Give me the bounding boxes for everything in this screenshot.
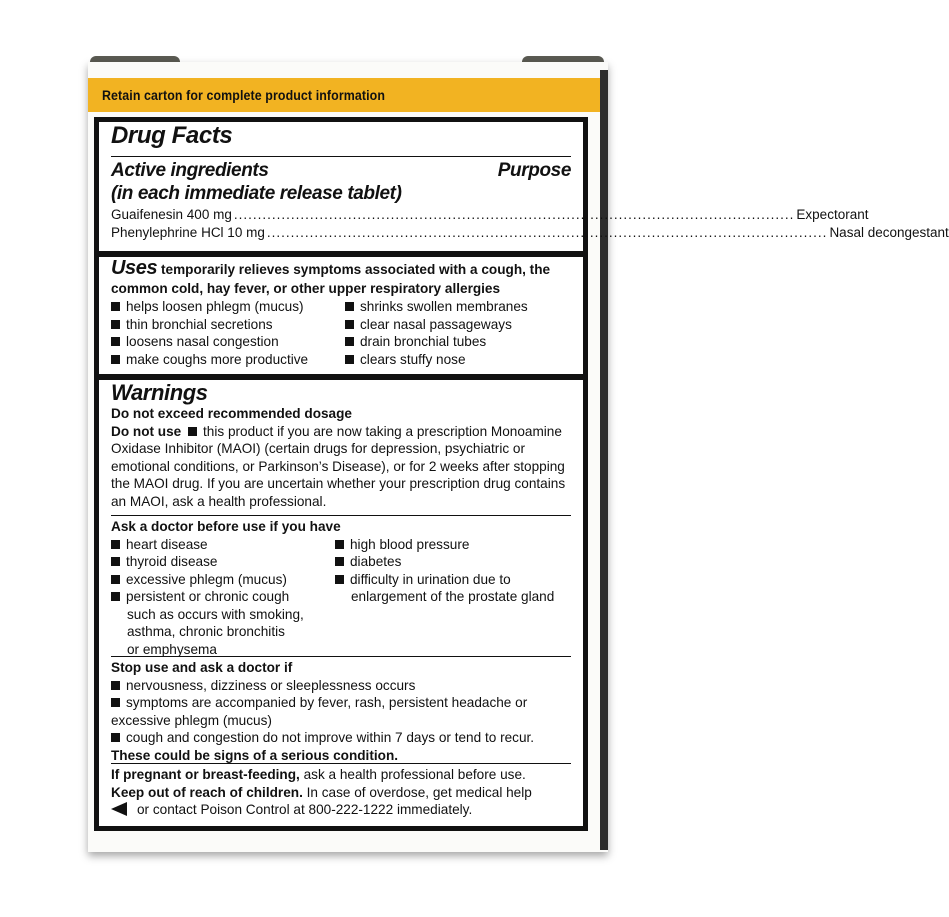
ingredient-name: Phenylephrine HCl 10 mg [111,225,265,240]
poison-control-text: or contact Poison Control at 800-222-1222 immediately. [137,802,473,817]
bullet-square-icon [111,320,120,329]
stop-use-section [99,659,583,764]
bullet-square-icon [111,302,120,311]
bullet-square-icon [111,337,120,346]
list-item: clear nasal passageways [345,316,528,334]
uses-right-column [345,298,528,368]
list-item-continuation: or emphysema [127,641,217,657]
keep-out-label: Keep out of reach of children. [111,784,303,800]
do-not-use-block [111,423,571,511]
list-item: symptoms are accompanied by fever, rash, persistent headache or excessive phlegm (mucus) [111,695,528,728]
list-item: drain bronchial tubes [345,333,528,351]
uses-intro-block [111,259,571,298]
list-item: high blood pressure [335,536,554,554]
active-ingredients-section [99,160,949,242]
ask-doctor-right-column [335,536,554,659]
ingredient-purpose: Expectorant [796,207,869,222]
pregnancy-children-section [99,766,583,819]
poison-control-line [111,801,571,819]
bullet-square-icon [111,557,120,566]
ask-doctor-section [99,518,583,658]
pregnant-text: ask a health professional before use. [303,767,526,782]
bullet-square-icon [335,540,344,549]
bullet-square-icon [345,355,354,364]
bullet-square-icon [111,575,120,584]
list-item: difficulty in urination due to [335,571,554,589]
do-not-use-text: this product if you are now taking a prescription Monoamine Oxidase Inhibitor (MAOI) (certain drugs for depression, psychiatric or emotional conditions, or Parkinson’s Disease), or for 2 weeks after stopping the MAOI drug. If you are uncertain whether your prescription drug contains an MAOI, ask a health professional. [111,423,566,509]
bullet-square-icon [345,320,354,329]
bullet-square-icon [111,592,120,601]
bullet-square-icon [111,733,120,742]
divider [111,656,571,657]
uses-left-column [111,298,345,368]
ask-doctor-heading: Ask a doctor before use if you have [111,519,341,534]
list-item: excessive phlegm (mucus) [111,571,335,589]
warnings-heading: Warnings [111,380,208,405]
ask-doctor-left-column [111,536,335,659]
list-item: make coughs more productive [111,351,345,369]
list-item-continuation: enlargement of the prostate gland [351,589,555,604]
purpose-heading: Purpose [497,160,571,181]
uses-heading: Uses [111,257,158,279]
divider [111,515,571,516]
list-item: shrinks swollen membranes [345,298,528,316]
leader-dots: ...................................................................................................................... [266,225,828,240]
bullet-square-icon [111,681,120,690]
divider [111,763,571,764]
uses-section [99,259,583,368]
list-item: diabetes [335,553,554,571]
bullet-square-icon [345,302,354,311]
divider [111,156,571,157]
ask-doctor-list [111,536,571,659]
list-item: thyroid disease [111,553,335,571]
uses-intro: temporarily relieves symptoms associated with a cough, the common cold, hay fever, or other upper respiratory allergies [111,262,551,296]
bullet-square-icon [111,355,120,364]
bullet-square-icon [345,337,354,346]
retain-carton-banner [88,78,600,112]
ingredient-row [111,224,949,242]
arrow-left-icon [111,802,127,816]
list-item: thin bronchial secretions [111,316,345,334]
list-item-continuation: asthma, chronic bronchitis [127,624,285,639]
children-warning [111,784,571,802]
drug-facts-panel [94,117,949,831]
ingredient-name: Guaifenesin 400 mg [111,207,232,222]
list-item: helps loosen phlegm (mucus) [111,298,345,316]
section-bar [99,251,583,257]
dosage-warning: Do not exceed recommended dosage [111,406,352,421]
pregnancy-warning [111,766,571,784]
keep-out-text: In case of overdose, get medical help [306,784,532,800]
bullet-square-icon [188,427,197,436]
drug-facts-header [99,122,583,150]
leader-dots: ...................................................................................................................... [233,207,795,222]
list-item: cough and congestion do not improve within 7 days or tend to recur. [111,729,571,747]
active-ingredients-heading: Active ingredients [111,160,269,181]
stop-use-heading: Stop use and ask a doctor if [111,660,293,675]
list-item: heart disease [111,536,335,554]
ingredient-purpose: Nasal decongestant [829,225,949,240]
bullet-square-icon [335,557,344,566]
list-item: loosens nasal congestion [111,333,345,351]
ingredient-row [111,206,869,224]
active-ingredients-subheading: (in each immediate release tablet) [111,183,402,204]
carton-side-edge [600,70,608,850]
drug-facts-title: Drug Facts [111,122,233,149]
serious-condition-note: These could be signs of a serious condition. [111,747,399,763]
warnings-section [99,381,583,510]
bullet-square-icon [111,540,120,549]
uses-list [111,298,571,368]
banner-text: Retain carton for complete product information [102,88,386,103]
list-item: persistent or chronic cough [111,588,335,606]
list-item-continuation: such as occurs with smoking, [127,606,304,622]
do-not-use-label: Do not use [111,423,182,439]
list-item: nervousness, dizziness or sleeplessness occurs [111,677,571,695]
bullet-square-icon [111,698,120,707]
pregnant-label: If pregnant or breast-feeding, [111,767,300,782]
list-item: clears stuffy nose [345,351,528,369]
bullet-square-icon [335,575,344,584]
